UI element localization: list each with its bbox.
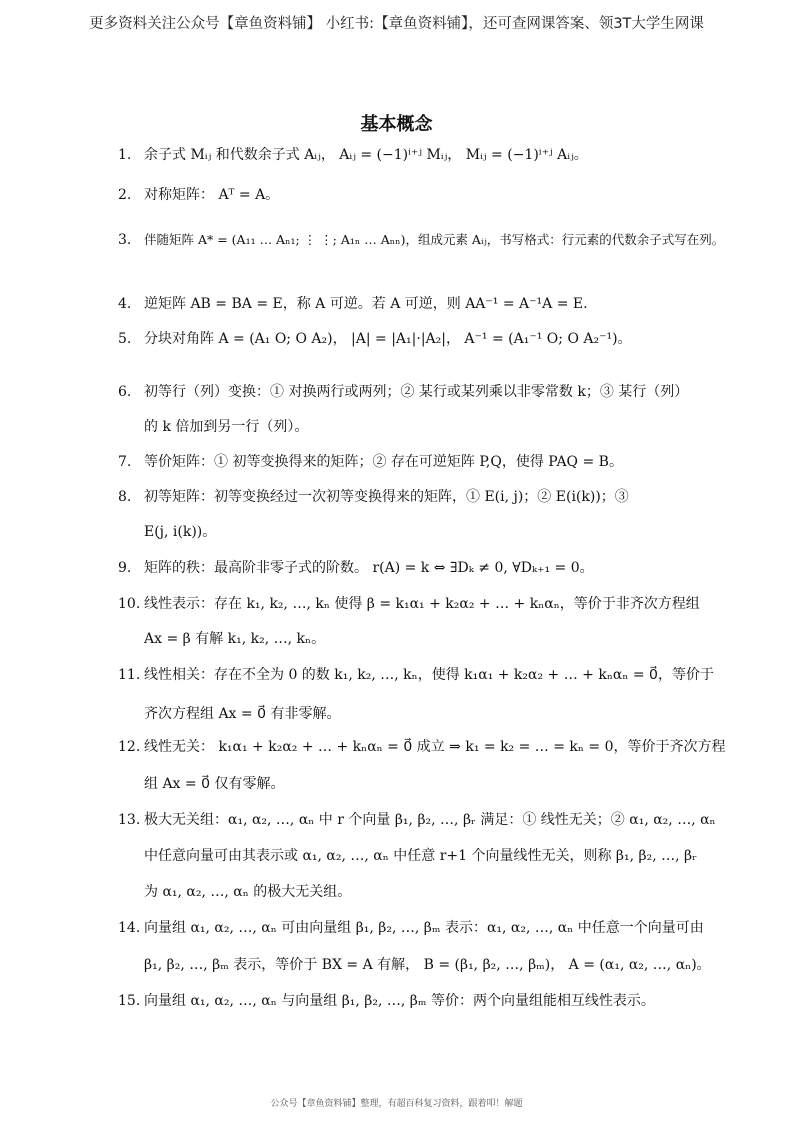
item-text-continued: 中任意向量可由其表示或 α₁, α₂, …, αₙ 中任意 r+1 个向量线性无关，则称 β₁, β₂, …, βᵣ (144, 848, 697, 864)
item-text: 初等行（列）变换：① 对换两行或两列；② 某行或某列乘以非零常数 k；③ 某行（列） (144, 384, 689, 400)
item-number: 4. (118, 296, 132, 312)
list-item (118, 983, 678, 1019)
item-text: 向量组 α₁, α₂, …, αₙ 与向量组 β₁, β₂, …, βₘ 等价：两个向量组能相互线性表示。 (144, 993, 655, 1009)
item-text-continued: 组 Ax = 0⃗ 仅有零解。 (144, 776, 285, 792)
item-text: 线性表示：存在 k₁, k₂, …, kₙ 使得 β = k₁α₁ + k₂α₂ + … + kₙαₙ，等价于非齐次方程组 (144, 596, 700, 612)
item-text: 分块对角阵 A = (A₁ O; O A₂)， |A| = |A₁|·|A₂|， A⁻¹ = (A₁⁻¹ O; O A₂⁻¹)。 (144, 331, 632, 347)
item-number: 2. (118, 187, 132, 203)
list-item (118, 177, 678, 213)
item-number: 1. (118, 147, 132, 163)
list-item (118, 586, 700, 622)
list-item (118, 222, 725, 258)
item-text: 对称矩阵： Aᵀ = A。 (144, 187, 280, 203)
item-text-continued: 的 k 倍加到另一行（列）。 (144, 419, 309, 435)
item-text-continued: β₁, β₂, …, βₘ 表示，等价于 BX = A 有解， B = (β₁, β₂, …, βₘ)， A = (α₁, α₂, …, αₙ)。 (144, 957, 711, 973)
item-number: 6. (118, 384, 132, 400)
item-number: 13. (118, 812, 141, 828)
item-number: 12. (118, 739, 141, 755)
item-number: 7. (118, 454, 132, 470)
item-text: 极大无关组：α₁, α₂, …, αₙ 中 r 个向量 β₁, β₂, …, βᵣ 满足：① 线性无关；② α₁, α₂, …, αₙ (144, 812, 716, 828)
page-footer: 公众号【章鱼资料铺】整理，有超百科复习资料，跟着叩！解题 (270, 1099, 523, 1109)
item-text: 余子式 Mᵢⱼ 和代数余子式 Aᵢⱼ， Aᵢⱼ = (−1)ⁱ⁺ʲ Mᵢⱼ， Mᵢⱼ = (−1)ⁱ⁺ʲ Aᵢⱼ。 (144, 147, 588, 163)
list-item (118, 374, 689, 410)
item-text: 伴随矩阵 A* = (A₁₁ … Aₙ₁; ⋮ ⋮; A₁ₙ … Aₙₙ)，组成元素 Aᵢⱼ，书写格式：行元素的代数余子式写在列。 (144, 232, 725, 247)
page-title: 基本概念 (360, 114, 433, 135)
item-text-continued: 齐次方程组 Ax = 0⃗ 有非零解。 (144, 706, 341, 722)
list-item (118, 729, 726, 765)
item-text-continued: 为 α₁, α₂, …, αₙ 的极大无关组。 (144, 884, 352, 900)
list-item (118, 444, 678, 480)
item-text-continued: Ax = β 有解 k₁, k₂, …, kₙ。 (144, 631, 326, 647)
list-item (118, 286, 678, 322)
item-number: 11. (118, 667, 141, 683)
item-text: 矩阵的秩：最高阶非零子式的阶数。 r(A) = k ⇔ ∃Dₖ ≠ 0, ∀Dₖ₊₁ = 0。 (144, 560, 594, 576)
list-item (118, 137, 678, 173)
list-item (118, 550, 678, 586)
item-number: 15. (118, 993, 141, 1009)
list-item (118, 657, 714, 693)
item-text-continued: E(j, i(k))。 (144, 524, 217, 540)
item-text: 初等矩阵：初等变换经过一次初等变换得来的矩阵，① E(i, j)；② E(i(k))；③ (144, 489, 629, 505)
item-number: 9. (118, 560, 132, 576)
item-number: 5. (118, 331, 132, 347)
item-text: 线性无关： k₁α₁ + k₂α₂ + … + kₙαₙ = 0⃗ 成立 ⇒ k₁ = k₂ = … = kₙ = 0，等价于齐次方程 (144, 739, 726, 755)
list-item (118, 479, 678, 515)
item-text: 向量组 α₁, α₂, …, αₙ 可由向量组 β₁, β₂, …, βₘ 表示：α₁, α₂, …, αₙ 中任意一个向量可由 (144, 920, 704, 936)
item-number: 10. (118, 596, 141, 612)
item-text: 等价矩阵：① 初等变换得来的矩阵；② 存在可逆矩阵 P,Q，使得 PAQ = B。 (144, 454, 623, 470)
item-number: 8. (118, 489, 132, 505)
list-item (118, 802, 716, 838)
list-item (118, 321, 678, 357)
item-text: 线性相关：存在不全为 0 的数 k₁, k₂, …, kₙ，使得 k₁α₁ + k₂α₂ + … + kₙαₙ = 0⃗，等价于 (144, 667, 714, 683)
item-text: 逆矩阵 AB = BA = E，称 A 可逆。若 A 可逆，则 AA⁻¹ = A⁻¹A = E. (144, 296, 588, 312)
page-header: 更多资料关注公众号【章鱼资料铺】 小红书:【章鱼资料铺】，还可查网课答案、领3T大学生网课 (89, 16, 704, 32)
item-number: 14. (118, 920, 141, 936)
item-number: 3. (118, 232, 132, 248)
list-item (118, 910, 704, 946)
